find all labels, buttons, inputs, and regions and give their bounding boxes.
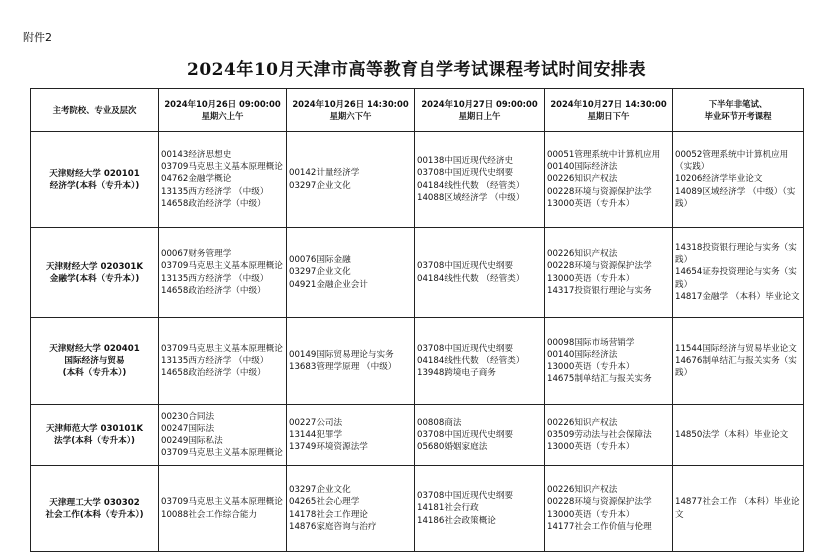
course-cell <box>415 318 545 405</box>
course-cell <box>159 132 287 228</box>
course-item: 03708中国近现代史纲要 <box>417 168 514 179</box>
course-item: 00230合同法 <box>161 411 215 422</box>
course-cell <box>287 228 415 318</box>
column-header-line: 2024年10月27日 14:30:00 <box>550 99 667 109</box>
course-cell <box>673 132 804 228</box>
course-cell <box>415 132 545 228</box>
course-item: 00228环境与资源保护法学 <box>547 261 652 272</box>
course-cell <box>159 228 287 318</box>
course-item: 14658政治经济学（中级） <box>161 198 266 209</box>
course-item: 03709马克思主义基本原理概论 <box>161 261 283 272</box>
institution-line: 社会工作(本科（专升本）) <box>45 509 144 520</box>
course-item: 13948跨境电子商务 <box>417 368 496 379</box>
course-item: 00228环境与资源保护法学 <box>547 186 652 197</box>
column-header-line: 下半年非笔试、 <box>708 99 768 109</box>
course-item: 00808商法 <box>417 417 462 428</box>
course-cell <box>415 405 545 466</box>
course-item: 03297企业文化 <box>289 485 351 496</box>
course-item: 03709马克思主义基本原理概论 <box>161 343 283 354</box>
institution-line: 天津师范大学 030101K <box>45 424 144 434</box>
institution-cell <box>31 405 159 466</box>
course-item: 13683管理学原理 （中级） <box>289 362 397 372</box>
course-item: 14089区域经济学 （中级）（实践） <box>675 186 796 209</box>
course-cell <box>545 132 673 228</box>
course-item: 13135西方经济学 （中级） <box>161 273 269 284</box>
institution-line: 天津财经大学 020401 <box>49 344 140 354</box>
course-cell <box>545 405 673 466</box>
course-item: 14850法学（本科）毕业论文 <box>675 429 789 440</box>
table-row <box>31 466 804 552</box>
course-item: 00247国际法 <box>161 423 215 434</box>
course-item: 03509劳动法与社会保障法 <box>547 429 652 440</box>
course-item: 03708中国近现代史纲要 <box>417 429 514 440</box>
course-cell <box>287 132 415 228</box>
table-row <box>31 318 804 405</box>
course-item: 00226知识产权法 <box>547 249 618 260</box>
course-item: 13749环境资源法学 <box>289 442 368 453</box>
course-item: 14654证券投资理论与实务（实践） <box>675 267 797 290</box>
institution-line: 天津财经大学 020301K <box>45 261 144 272</box>
course-item: 04184线性代数 （经管类） <box>417 355 525 366</box>
course-item: 14178社会工作理论 <box>289 509 368 520</box>
course-item: 14675制单结汇与报关实务 <box>547 374 652 385</box>
course-item: 04921金融企业会计 <box>289 279 368 290</box>
course-cell <box>415 466 545 552</box>
course-item: 00227公司法 <box>289 417 343 428</box>
course-item: 14317投资银行理论与实务 <box>547 285 652 296</box>
course-item: 14088区域经济学 （中级） <box>417 192 525 203</box>
course-item: 14817金融学 （本科）毕业论文 <box>675 291 800 302</box>
course-item: 03297企业文化 <box>289 180 351 191</box>
course-item: 13000英语（专升本） <box>547 362 635 372</box>
column-header <box>159 89 287 132</box>
course-item: 00138中国近现代经济史 <box>417 156 514 167</box>
column-header <box>673 89 804 132</box>
course-cell <box>159 405 287 466</box>
course-cell <box>673 228 804 318</box>
institution-line: (本科（专升本）) <box>62 368 127 378</box>
column-header-line: 星期六下午 <box>329 111 372 121</box>
course-item: 10088社会工作综合能力 <box>161 509 258 520</box>
column-header-line: 2024年10月27日 09:00:00 <box>421 99 538 109</box>
course-cell <box>415 228 545 318</box>
institution-line: 经济学(本科（专升本）) <box>49 180 140 191</box>
course-item: 05680婚姻家庭法 <box>417 442 488 453</box>
institution-line: 金融学(本科（专升本）) <box>49 273 140 284</box>
course-cell <box>673 405 804 466</box>
column-header-line: 星期日上午 <box>458 111 501 121</box>
course-cell <box>673 466 804 552</box>
course-item: 03709马克思主义基本原理概论 <box>161 448 283 459</box>
attachment-label: 附件2 <box>23 31 52 44</box>
column-header-line: 主考院校、专业及层次 <box>52 105 137 115</box>
course-item: 00143经济思想史 <box>161 150 232 161</box>
course-cell <box>159 466 287 552</box>
course-item: 04762金融学概论 <box>161 174 232 185</box>
course-item: 13135西方经济学 （中级） <box>161 186 269 197</box>
header-row <box>31 89 804 132</box>
course-item: 14676制单结汇与报关实务（实践） <box>675 355 797 379</box>
institution-line: 天津财经大学 020101 <box>49 168 140 179</box>
institution-cell <box>31 132 159 228</box>
course-item: 03297企业文化 <box>289 267 351 278</box>
course-item: 00228环境与资源保护法学 <box>547 497 652 508</box>
institution-cell <box>31 466 159 552</box>
course-item: 03708中国近现代史纲要 <box>417 261 514 272</box>
institution-cell <box>31 318 159 405</box>
course-item: 10206经济学毕业论文 <box>675 174 763 185</box>
course-item: 00140国际经济法 <box>547 349 618 360</box>
course-item: 13144犯罪学 <box>289 429 343 440</box>
course-item: 00249国际私法 <box>161 436 223 446</box>
course-item: 00226知识产权法 <box>547 485 618 496</box>
institution-line: 国际经济与贸易 <box>64 356 125 366</box>
course-item: 00142计量经济学 <box>289 168 360 179</box>
table-body <box>31 132 804 552</box>
institution-cell <box>31 228 159 318</box>
course-cell <box>287 405 415 466</box>
course-item: 00226知识产权法 <box>547 417 618 428</box>
column-header <box>287 89 415 132</box>
course-item: 00098国际市场营销学 <box>547 337 635 348</box>
course-item: 14876家庭咨询与治疗 <box>289 521 377 532</box>
column-header <box>545 89 673 132</box>
course-item: 04184线性代数 （经管类） <box>417 180 525 191</box>
column-header-line: 星期日下午 <box>587 111 630 121</box>
course-cell <box>287 318 415 405</box>
course-item: 03709马克思主义基本原理概论 <box>161 497 283 508</box>
course-item: 14658政治经济学（中级） <box>161 368 266 379</box>
course-item: 14177社会工作价值与伦理 <box>547 521 652 532</box>
course-cell <box>545 228 673 318</box>
course-item: 00076国际金融 <box>289 255 351 266</box>
course-item: 14877社会工作 （本科）毕业论文 <box>675 497 800 520</box>
course-item: 04184线性代数 （经管类） <box>417 273 525 284</box>
course-item: 11544国际经济与贸易毕业论文 <box>675 343 797 354</box>
exam-schedule-table <box>30 88 804 552</box>
column-header-line: 2024年10月26日 09:00:00 <box>164 99 281 109</box>
course-item: 00226知识产权法 <box>547 174 618 185</box>
course-item: 13000英语（专升本） <box>547 198 635 209</box>
course-cell <box>673 318 804 405</box>
course-item: 00149国际贸易理论与实务 <box>289 349 394 360</box>
course-item: 13000英语（专升本） <box>547 273 635 284</box>
course-item: 03708中国近现代史纲要 <box>417 343 514 354</box>
column-header <box>415 89 545 132</box>
institution-line: 天津理工大学 030302 <box>49 497 140 508</box>
column-header-line: 星期六上午 <box>201 111 244 121</box>
course-item: 14658政治经济学（中级） <box>161 285 266 296</box>
table-row <box>31 228 804 318</box>
course-item: 14181社会行政 <box>417 503 479 514</box>
course-item: 13000英语（专升本） <box>547 509 635 520</box>
course-item: 14318投资银行理论与实务（实践） <box>675 243 797 266</box>
course-item: 13135西方经济学 （中级） <box>161 355 269 366</box>
course-item: 00140国际经济法 <box>547 162 618 173</box>
course-cell <box>545 318 673 405</box>
column-header-line: 毕业环节开考课程 <box>704 111 772 121</box>
course-cell <box>287 466 415 552</box>
institution-line: 法学(本科（专升本）) <box>54 436 135 446</box>
course-item: 03709马克思主义基本原理概论 <box>161 162 283 173</box>
course-item: 14186社会政策概论 <box>417 515 496 526</box>
course-item: 13000英语（专升本） <box>547 442 635 453</box>
course-item: 04265社会心理学 <box>289 497 360 508</box>
table-row <box>31 132 804 228</box>
course-cell <box>159 318 287 405</box>
course-item: 00067财务管理学 <box>161 249 232 260</box>
page-title: 2024年10月天津市高等教育自学考试课程考试时间安排表 <box>187 60 646 80</box>
table-row <box>31 405 804 466</box>
course-item: 00051管理系统中计算机应用 <box>547 150 661 161</box>
column-header-line: 2024年10月26日 14:30:00 <box>292 99 409 109</box>
course-item: 03708中国近现代史纲要 <box>417 491 514 502</box>
course-cell <box>545 466 673 552</box>
column-header <box>31 89 159 132</box>
course-item: 00052管理系统中计算机应用（实践） <box>675 150 789 173</box>
